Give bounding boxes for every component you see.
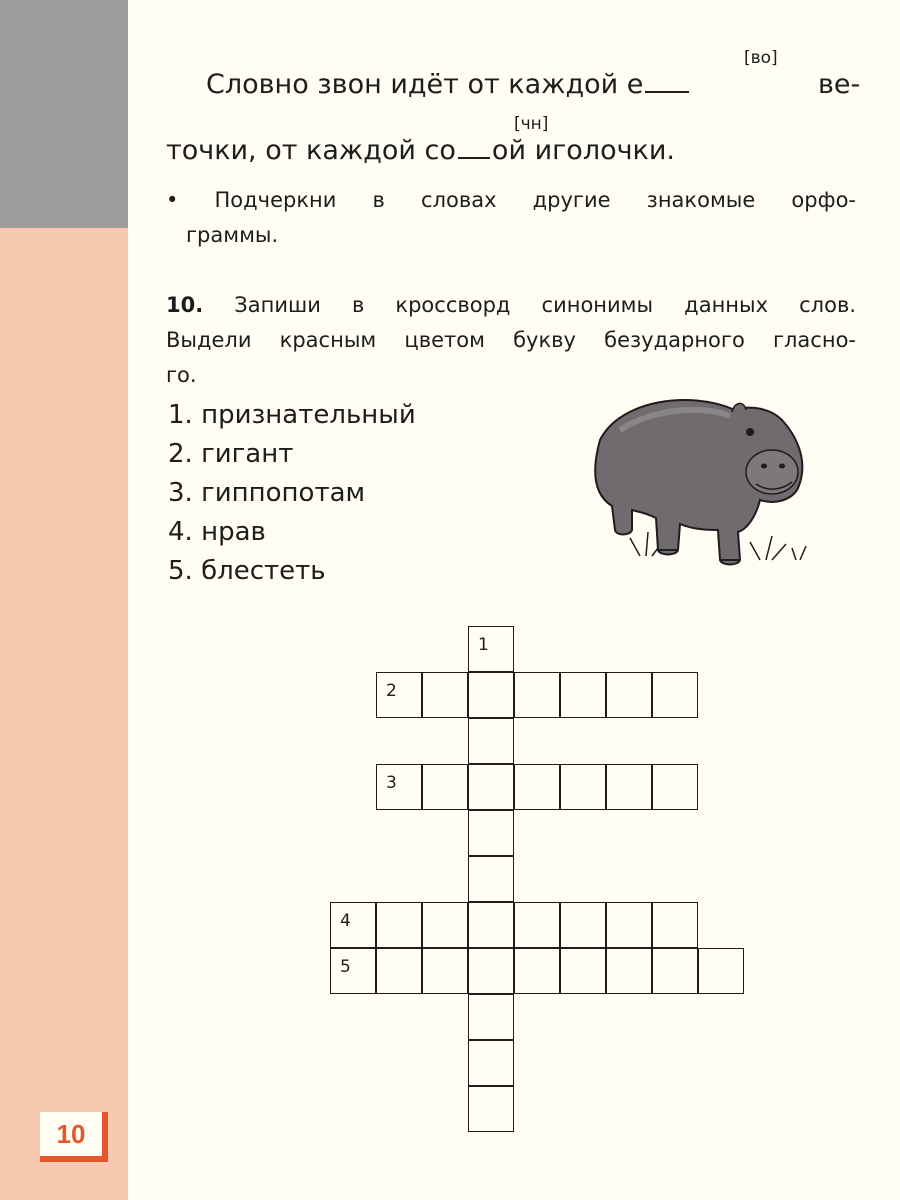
- crossword-cell[interactable]: [560, 902, 606, 948]
- crossword-cell[interactable]: [376, 764, 422, 810]
- crossword-clue-number: 1: [478, 635, 489, 655]
- crossword-cell[interactable]: [422, 764, 468, 810]
- crossword-cell[interactable]: [560, 764, 606, 810]
- crossword-cell[interactable]: [606, 948, 652, 994]
- crossword-cell[interactable]: [514, 948, 560, 994]
- bullet-task-line-2: граммы.: [186, 223, 279, 247]
- word-item-3: 3. гиппопотам: [168, 478, 366, 508]
- bullet-task: [166, 183, 856, 253]
- crossword-cell[interactable]: [422, 902, 468, 948]
- hippo-illustration: [560, 380, 820, 590]
- crossword-cell[interactable]: [330, 902, 376, 948]
- crossword-cell[interactable]: [560, 672, 606, 718]
- crossword-cell[interactable]: [652, 902, 698, 948]
- crossword-cell[interactable]: [422, 948, 468, 994]
- word-item-5: 5. блестеть: [168, 556, 326, 586]
- bullet-task-line-1: • Подчеркни в словах другие знакомые орфо-: [166, 188, 856, 212]
- crossword-cell[interactable]: [652, 764, 698, 810]
- crossword-cell[interactable]: [468, 856, 514, 902]
- hint-chn: [чн]: [514, 114, 549, 134]
- crossword-cell[interactable]: [468, 994, 514, 1040]
- crossword-cell[interactable]: [560, 948, 606, 994]
- task-10-line-2: Выдели красным цветом букву безударного гласно-: [166, 328, 856, 352]
- crossword-cell[interactable]: [376, 948, 422, 994]
- fill-blank-2[interactable]: [458, 137, 490, 159]
- crossword-cell[interactable]: [468, 948, 514, 994]
- verse-line-2: [166, 137, 675, 164]
- crossword-cell[interactable]: [468, 764, 514, 810]
- crossword-clue-number: 5: [340, 957, 351, 977]
- word-list: [168, 396, 416, 591]
- verse-line-1-text: Словно звон идёт от каждой е: [206, 69, 644, 100]
- crossword-cell[interactable]: [514, 902, 560, 948]
- crossword-cell[interactable]: [606, 764, 652, 810]
- verse-line-2-text: точки, от каждой со: [166, 135, 456, 166]
- task-10: [166, 288, 856, 393]
- page-number: 10: [40, 1112, 108, 1162]
- verse-line-2-end: ой иголочки.: [491, 135, 675, 166]
- crossword-cell[interactable]: [606, 672, 652, 718]
- crossword-cell[interactable]: [468, 902, 514, 948]
- crossword-clue-number: 3: [386, 773, 397, 793]
- crossword-cell[interactable]: [514, 764, 560, 810]
- crossword-cell[interactable]: [652, 948, 698, 994]
- crossword-cell[interactable]: [468, 718, 514, 764]
- crossword-cell[interactable]: [468, 1086, 514, 1132]
- word-item-2: 2. гигант: [168, 439, 294, 469]
- task-number: 10.: [166, 293, 204, 317]
- crossword-cell[interactable]: [422, 672, 468, 718]
- crossword-cell[interactable]: [514, 672, 560, 718]
- verse-line-1-end: ве-: [818, 69, 861, 100]
- crossword-clue-number: 4: [340, 911, 351, 931]
- crossword-cell[interactable]: [376, 672, 422, 718]
- crossword-cell[interactable]: [468, 1040, 514, 1086]
- crossword-cell[interactable]: [468, 672, 514, 718]
- crossword-cell[interactable]: [652, 672, 698, 718]
- crossword-cell[interactable]: [606, 902, 652, 948]
- crossword-cell[interactable]: [468, 810, 514, 856]
- word-item-1: 1. признательный: [168, 400, 416, 430]
- crossword-cell[interactable]: [376, 902, 422, 948]
- task-10-line-3: го.: [166, 363, 197, 387]
- fill-blank-1[interactable]: [645, 71, 689, 93]
- crossword-cell[interactable]: [698, 948, 744, 994]
- crossword-clue-number: 2: [386, 681, 397, 701]
- crossword-cell[interactable]: [468, 626, 514, 672]
- word-item-4: 4. нрав: [168, 517, 266, 547]
- margin-peach-band: [0, 228, 128, 1200]
- margin-gray-band: [0, 0, 128, 228]
- crossword-cell[interactable]: [330, 948, 376, 994]
- hint-vo: [во]: [744, 48, 778, 68]
- verse-line-1: [206, 69, 861, 100]
- task-10-line-1: Запиши в кроссворд синонимы данных слов.: [234, 293, 856, 317]
